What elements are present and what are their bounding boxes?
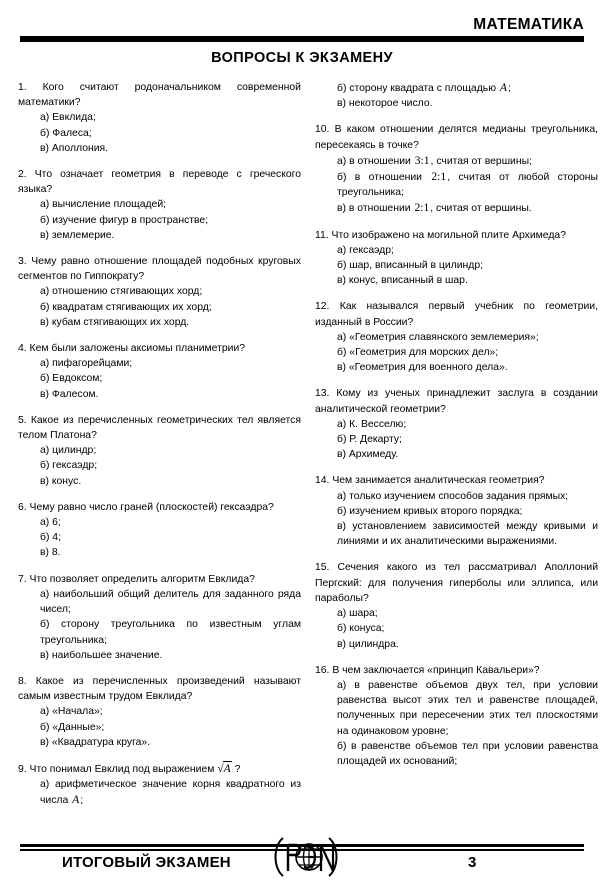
page-footer bbox=[20, 838, 584, 884]
question-text: 7. Что позволяет определить алгоритм Евклида? bbox=[18, 573, 255, 585]
option-item[interactable]: в) в отношении 2:1, считая от вершины. bbox=[337, 201, 532, 215]
question-block bbox=[18, 761, 301, 809]
option-list bbox=[315, 80, 598, 111]
option-list bbox=[315, 153, 598, 217]
question-text: 9. Что понимал Евклид под выражением √A ? bbox=[18, 761, 241, 775]
option-item[interactable]: б) 4; bbox=[40, 532, 61, 544]
question-block bbox=[315, 122, 598, 216]
option-item[interactable]: б) Р. Декарту; bbox=[337, 434, 402, 446]
question-block bbox=[315, 663, 598, 769]
question-block bbox=[18, 413, 301, 489]
math-symbol: 2:1 bbox=[414, 201, 430, 215]
option-item[interactable]: в) «Квадратура круга». bbox=[40, 736, 151, 748]
question-text: 1. Кого считают родоначальником современной математики? bbox=[18, 82, 301, 109]
question-block bbox=[315, 80, 598, 111]
question-columns bbox=[18, 80, 599, 832]
option-item[interactable]: в) «Геометрия для военного дела». bbox=[337, 362, 508, 374]
page-title: ВОПРОСЫ К ЭКЗАМЕНУ bbox=[211, 50, 393, 66]
question-text: 12. Как назывался первый учебник по геометрии, изданный в России? bbox=[315, 301, 598, 328]
option-item[interactable]: а) шара; bbox=[337, 608, 378, 620]
option-list bbox=[315, 330, 598, 376]
option-list bbox=[315, 243, 598, 289]
option-item[interactable]: а) отношению стягивающих хорд; bbox=[40, 286, 203, 298]
option-item[interactable]: а) цилиндр; bbox=[40, 445, 97, 457]
question-block bbox=[18, 167, 301, 243]
question-block bbox=[18, 80, 301, 156]
option-list bbox=[315, 417, 598, 463]
option-list bbox=[18, 443, 301, 489]
option-item[interactable]: а) Евклида; bbox=[40, 112, 96, 124]
option-list bbox=[315, 678, 598, 769]
option-item[interactable]: б) «Данные»; bbox=[40, 721, 105, 733]
option-list bbox=[18, 110, 301, 156]
math-symbol: 2:1 bbox=[431, 170, 447, 184]
option-item[interactable]: в) конус. bbox=[40, 475, 82, 487]
option-item[interactable]: б) сторону треугольника по известным углам треугольника; bbox=[40, 619, 301, 646]
question-block bbox=[18, 254, 301, 330]
question-block bbox=[315, 228, 598, 289]
option-item[interactable]: а) наибольший общий делитель для заданного ряда чисел; bbox=[40, 588, 301, 616]
right-column bbox=[315, 80, 598, 832]
option-item[interactable]: б) изучением кривых второго порядка; bbox=[337, 505, 523, 517]
option-list bbox=[18, 515, 301, 561]
option-item[interactable]: а) арифметическое значение корня квадратного из числа A; bbox=[40, 779, 301, 807]
question-text: 11. Что изображено на могильной плите Архимеда? bbox=[315, 229, 566, 241]
option-item[interactable]: в) Аполлония. bbox=[40, 142, 109, 154]
option-item[interactable]: б) гексаэдр; bbox=[40, 460, 98, 472]
question-block bbox=[18, 674, 301, 750]
option-item[interactable]: б) Фалеса; bbox=[40, 127, 92, 139]
question-text: 16. В чем заключается «принцип Кавальери»? bbox=[315, 664, 540, 676]
question-block bbox=[18, 500, 301, 561]
subject-title: МАТЕМАТИКА bbox=[473, 16, 584, 33]
option-list bbox=[18, 197, 301, 243]
option-item[interactable]: в) конус, вписанный в шар. bbox=[337, 275, 468, 287]
math-sqrt: √A bbox=[217, 761, 231, 775]
question-block bbox=[18, 341, 301, 402]
footer-exam-label: ИТОГОВЫЙ ЭКЗАМЕН bbox=[62, 854, 231, 871]
option-list bbox=[18, 284, 301, 330]
option-list bbox=[18, 777, 301, 808]
math-symbol: A bbox=[72, 793, 80, 807]
option-item[interactable]: а) вычисление площадей; bbox=[40, 199, 167, 211]
math-symbol: 3:1 bbox=[414, 153, 430, 167]
question-text: 4. Кем были заложены аксиомы планиметрии? bbox=[18, 343, 246, 355]
question-block bbox=[315, 299, 598, 375]
page-number: 3 bbox=[468, 854, 477, 871]
option-item[interactable]: б) в равенстве объемов тел при условии равенства площадей их оснований; bbox=[337, 740, 598, 767]
option-item[interactable]: в) землемерие. bbox=[40, 229, 115, 241]
rei-logo-icon bbox=[263, 834, 349, 880]
option-item[interactable]: б) сторону квадрата с площадью A; bbox=[337, 81, 511, 94]
question-text: 6. Чему равно число граней (плоскостей) гексаэдра? bbox=[18, 501, 274, 513]
option-item[interactable]: а) «Начала»; bbox=[40, 706, 103, 718]
question-block bbox=[315, 386, 598, 462]
option-item[interactable]: а) в равенстве объемов двух тел, при условии равенства высот этих тел и равенстве площадей, полученных при пересечении этих тел плоскостями на одинаковом уровне; bbox=[337, 679, 598, 737]
option-list bbox=[18, 356, 301, 402]
option-item[interactable]: а) гексаэдр; bbox=[337, 244, 394, 256]
option-item[interactable]: а) только изучением способов задания прямых; bbox=[337, 490, 569, 502]
option-item[interactable]: б) квадратам стягивающих их хорд; bbox=[40, 301, 212, 313]
question-text: 10. В каком отношении делятся медианы треугольника, пересекаясь в точке? bbox=[315, 124, 598, 151]
left-column bbox=[18, 80, 301, 832]
option-item[interactable]: в) 8. bbox=[40, 547, 61, 559]
option-item[interactable]: в) установлением зависимостей между кривыми и линиями и их аналитическими выражениями. bbox=[337, 521, 598, 548]
question-text: 14. Чем занимается аналитическая геометрия? bbox=[315, 475, 545, 487]
option-item[interactable]: б) «Геометрия для морских дел»; bbox=[337, 347, 499, 359]
option-item[interactable]: б) в отношении 2:1, считая от любой стороны треугольника; bbox=[337, 170, 599, 199]
question-block bbox=[18, 572, 301, 663]
option-item[interactable]: в) Фалесом. bbox=[40, 388, 99, 400]
option-item[interactable]: б) изучение фигур в пространстве; bbox=[40, 214, 209, 226]
question-block bbox=[315, 473, 598, 549]
option-item[interactable]: а) К. Весселю; bbox=[337, 418, 407, 430]
option-list bbox=[18, 587, 301, 663]
option-list bbox=[315, 489, 598, 550]
option-item[interactable]: а) 6; bbox=[40, 517, 61, 529]
question-text: 15. Сечения какого из тел рассматривал Аполлоний Пергский: для получения гиперболы или эллипса, или параболы? bbox=[315, 562, 598, 604]
question-text: 8. Какое из перечисленных произведений называют самым известным трудом Евклида? bbox=[18, 675, 301, 703]
header-divider-rule bbox=[20, 36, 584, 42]
option-item[interactable]: б) Евдоксом; bbox=[40, 373, 103, 385]
question-text: 5. Какое из перечисленных геометрических тел является телом Платона? bbox=[18, 414, 301, 442]
math-symbol: A bbox=[499, 81, 507, 94]
option-item[interactable]: а) в отношении 3:1, считая от вершины; bbox=[337, 153, 532, 167]
option-item[interactable]: в) наибольшее значение. bbox=[40, 649, 163, 661]
option-list bbox=[315, 606, 598, 652]
option-item[interactable]: в) Архимеду. bbox=[337, 449, 399, 461]
option-item[interactable]: в) некоторое число. bbox=[337, 98, 433, 110]
option-item[interactable]: а) «Геометрия славянского землемерия»; bbox=[337, 331, 539, 343]
question-text: 2. Что означает геометрия в переводе с греческого языка? bbox=[18, 169, 301, 196]
option-item[interactable]: б) конуса; bbox=[337, 623, 385, 635]
option-item[interactable]: а) пифагорейцами; bbox=[40, 358, 133, 370]
option-list bbox=[18, 704, 301, 750]
question-text: 3. Чему равно отношение площадей подобных круговых сегментов по Гиппократу? bbox=[18, 256, 301, 283]
option-item[interactable]: б) шар, вписанный в цилиндр; bbox=[337, 260, 484, 272]
option-item[interactable]: в) цилиндра. bbox=[337, 638, 399, 650]
question-block bbox=[315, 560, 598, 651]
question-text: 13. Кому из ученых принадлежит заслуга в создании аналитической геометрии? bbox=[315, 388, 598, 415]
option-item[interactable]: в) кубам стягивающих их хорд. bbox=[40, 316, 190, 328]
